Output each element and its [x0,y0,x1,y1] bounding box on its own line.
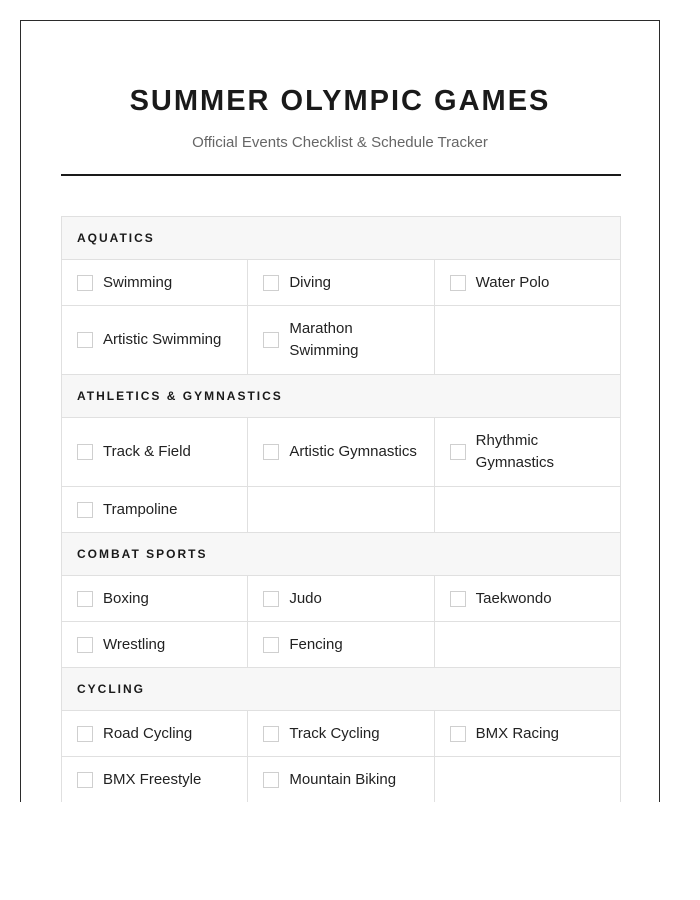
empty-cell [434,622,620,667]
header-divider [61,174,621,176]
checkbox[interactable] [77,275,93,291]
checkbox[interactable] [263,637,279,653]
event-item[interactable] [62,711,247,756]
checkbox[interactable] [77,444,93,460]
checkbox[interactable] [263,275,279,291]
event-item[interactable] [62,622,247,667]
empty-cell [434,306,620,374]
events-table [61,216,621,802]
event-label: BMX Freestyle [103,770,202,788]
event-item[interactable] [434,418,620,486]
empty-cell [434,487,620,532]
checkbox[interactable] [263,772,279,788]
checkbox[interactable] [77,637,93,653]
event-item[interactable] [62,487,247,532]
checkbox[interactable] [77,332,93,348]
event-label: BMX Racing [475,724,560,742]
checkbox[interactable] [77,772,93,788]
table-row [62,418,620,487]
checkbox[interactable] [450,444,466,460]
event-label: Trampoline [103,500,178,518]
event-item[interactable] [62,757,247,802]
section-header-athletics-gymnastics: ATHLETICS & GYMNASTICS [62,375,620,418]
event-label: Fencing [289,635,343,653]
checkbox[interactable] [263,332,279,348]
event-label: Rhythmic Gymnastics [475,432,555,471]
event-label: Diving [289,273,332,291]
empty-cell [434,757,620,802]
event-label: Judo [289,589,322,607]
event-label: Swimming [103,273,173,291]
event-item[interactable] [434,576,620,621]
event-item[interactable] [247,418,433,486]
table-row [62,576,620,622]
event-label: Mountain Biking [289,770,397,788]
table-row [62,757,620,802]
event-item[interactable] [247,306,433,374]
section-header-cycling: CYCLING [62,668,620,711]
event-label: Water Polo [475,273,550,291]
checkbox[interactable] [450,591,466,607]
event-item[interactable] [62,260,247,305]
event-item[interactable] [62,306,247,374]
event-item[interactable] [247,711,433,756]
event-label: Boxing [103,589,149,607]
event-label: Marathon Swimming [289,320,359,359]
event-label: Wrestling [103,635,166,653]
event-item[interactable] [247,757,433,802]
event-item[interactable] [247,622,433,667]
table-row [62,260,620,306]
page-subtitle: Official Events Checklist & Schedule Tracker [192,134,488,151]
checklist-card [20,20,660,802]
section-header-combat-sports: COMBAT SPORTS [62,533,620,576]
checkbox[interactable] [77,591,93,607]
checkbox[interactable] [77,726,93,742]
checkbox[interactable] [263,591,279,607]
event-label: Artistic Swimming [103,331,222,348]
event-label: Artistic Gymnastics [289,443,417,460]
table-row [62,487,620,533]
event-label: Track & Field [103,443,191,460]
checkbox[interactable] [263,444,279,460]
checkbox[interactable] [263,726,279,742]
event-item[interactable] [434,260,620,305]
table-row [62,622,620,668]
event-item[interactable] [434,711,620,756]
event-label: Taekwondo [475,589,552,607]
event-label: Road Cycling [103,724,193,742]
table-row [62,711,620,757]
event-item[interactable] [62,418,247,486]
checkbox[interactable] [450,726,466,742]
empty-cell [247,487,433,532]
event-item[interactable] [247,576,433,621]
table-row [62,306,620,375]
checkbox[interactable] [450,275,466,291]
event-item[interactable] [247,260,433,305]
checkbox[interactable] [77,502,93,518]
section-header-aquatics: AQUATICS [62,217,620,260]
event-item[interactable] [62,576,247,621]
event-label: Track Cycling [289,724,380,742]
page-title: SUMMER OLYMPIC GAMES [129,85,551,117]
